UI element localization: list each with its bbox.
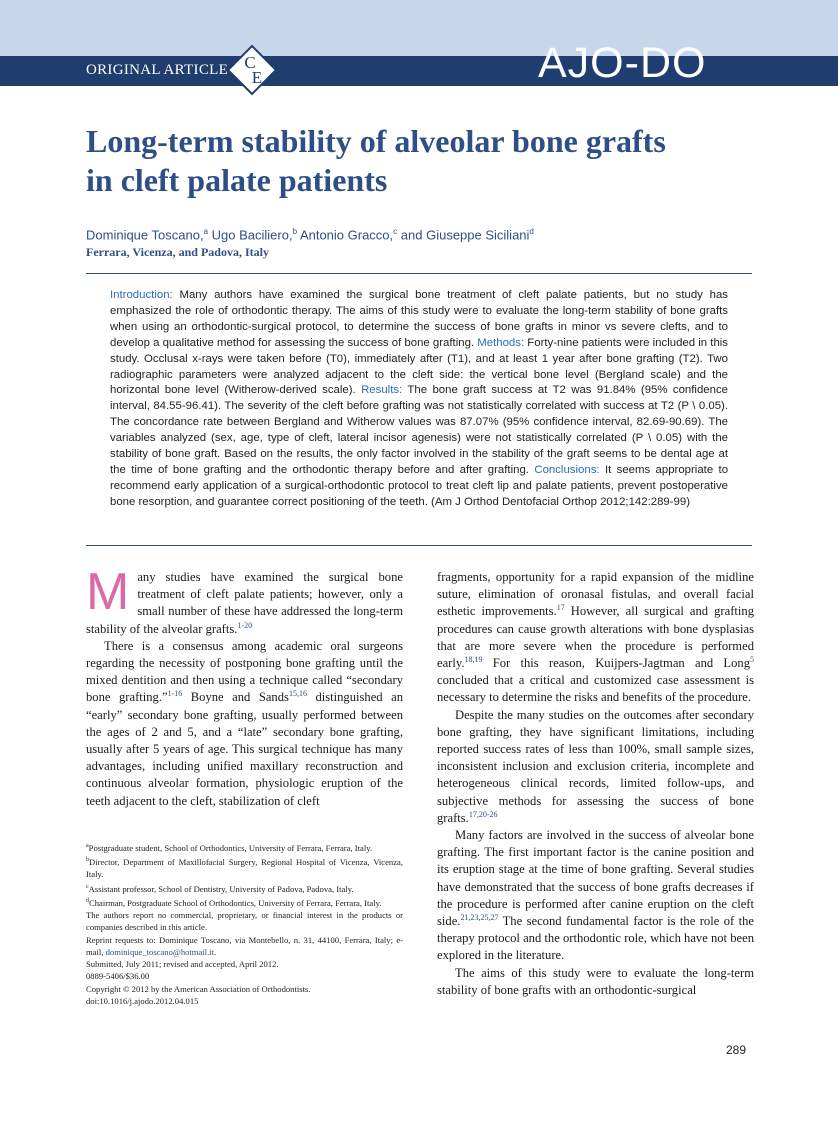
footnote-text: Postgraduate student, School of Orthodontics, University of Ferrara, Ferrara, Italy. (88, 842, 373, 853)
paragraph-text: For this reason, Kuijpers-Jagtman and Long (482, 656, 750, 671)
email-link[interactable]: dominique_toscano@hotmail.it (105, 946, 214, 957)
citation-ref[interactable]: 5 (750, 654, 754, 664)
journal-logo: AJO-DO (538, 39, 707, 87)
article-type-label: ORIGINAL ARTICLE (86, 62, 229, 78)
body-paragraph (437, 965, 754, 999)
author-name: Ugo Baciliero, (211, 227, 293, 243)
abstract-introduction-heading: Introduction: (110, 289, 173, 301)
reprint-text: Reprint requests to: Dominique Toscano, via Montebello, n. 31, 44100, Ferrara, Italy; e-mail, (86, 934, 403, 957)
body-left-column (86, 563, 403, 810)
ce-letter-e: E (251, 68, 263, 87)
abstract-results-text: The bone graft success at T2 was 91.84% (95% confidence interval, 84.55-96.41). The severity of the cleft before grafting was not statistically correlated with success at T2 (P \ 0.05). The concordance rate between Bergland and Witherow values was 87.07% (95% confidence interval, 82.69-90.69). The variables analyzed (sex, age, type of cleft, lateral incisor agenesis) were not statistically correlated (P \ 0.05) with the stability of bone graft. Based on the results, the only factor involved in the stability of the graft seems to be dental age at the time of bone grafting and the orthodontic therapy before and after grafting. (110, 384, 728, 476)
paragraph-text: Many factors are involved in the success of alveolar bone grafting. The first important factor is the canine position and its eruption stage at the time of bone grafting. Several studies have demonstrated that the success of bone grafts decreases if the procedure is performed after canine eruption on the cleft side. (437, 828, 754, 929)
submission-note: Submitted, July 2011; revised and accepted, April 2012. (86, 959, 279, 970)
author-name: Dominique Toscano, (86, 227, 204, 243)
abstract-conclusions-heading: Conclusions: (534, 463, 600, 476)
disclosure-note: The authors report no commercial, proprietary, or financial interest in the products or companies described in this article. (86, 909, 403, 933)
ce-letter-c: C (244, 53, 256, 72)
title-line-2: in cleft palate patients (86, 162, 388, 198)
article-title (86, 122, 746, 200)
title-line-1: Long-term stability of alveolar bone grafts (86, 123, 666, 159)
citation-ref[interactable]: 18,19 (464, 654, 483, 664)
paragraph-text: fragments, opportunity for a rapid expansion of the midline suture, elimination of oronasal fistulas, and overall facial esthetic improvements. (437, 570, 754, 619)
author-affiliation-mark: c (393, 227, 398, 236)
abstract-methods-text: Forty-nine patients were included in this study. Occlusal x-rays were taken before (T0), immediately after (T1), and at least 1 year after bone grafting (T2). Two radiographic parameters were analyzed adjacent to the cleft side: the vertical bone level (Bergland scale) and the horizontal bone level (Witherow-derived scale). (110, 336, 729, 397)
body-paragraph (86, 563, 403, 638)
citation-ref[interactable]: 1-20 (237, 620, 253, 630)
divider-bottom (86, 545, 752, 546)
paragraph-text: The aims of this study were to evaluate the long-term stability of bone grafts with an orthodontic-surgical (437, 965, 754, 997)
abstract-conclusions-text: It seems appropriate to recommend early application of a surgical-orthodontic protocol to treat cleft lip and palate patients, prevent postoperative bone resorption, and guarantee correct positioning of the teeth. (Am J Orthod Dentofacial Orthop 2012;142:289-99) (110, 463, 729, 508)
citation-ref[interactable]: 15,16 (288, 689, 307, 699)
author-location: Ferrara, Vicenza, and Padova, Italy (86, 245, 269, 259)
body-right-column (437, 569, 754, 999)
author-list (86, 227, 534, 242)
reprint-note: Reprint requests to: Dominique Toscano, via Montebello, n. 31, 44100, Ferrara, Italy; e-mail, dominique_toscano@hotmail.it. (86, 934, 403, 957)
paragraph-text: Boyne and Sands (182, 690, 289, 705)
drop-cap: M (86, 563, 130, 621)
footnote-text: Assistant professor, School of Dentistry, University of Padova, Padova, Italy. (88, 883, 354, 894)
citation-ref[interactable]: 17 (556, 603, 565, 613)
body-paragraph (437, 707, 754, 827)
paragraph-text: However, all surgical and grafting procedures can cause growth alterations with bone dysplasias that are more severe when the procedure is performed early. (437, 604, 755, 671)
paragraph-text: any studies have examined the surgical bone treatment of cleft palate patients; however, only a small number of these have addressed the long-term stability of the alveolar grafts. (86, 570, 403, 636)
paragraph-text: concluded that a critical and customized case assessment is necessary to determine the risks and benefits of the procedure. (437, 673, 754, 705)
abstract-introduction-text: Many authors have examined the surgical bone treatment of cleft palate patients, but no study has emphasized the role of orthodontic therapy. The aims of this study were to evaluate the long-term stability of bone grafts when using an orthodontic-surgical protocol, to determine the success of bone grafts in minor vs severe clefts, and to develop a qualitative method for assessing the success of bone grafting. (110, 289, 728, 349)
doi-note: doi:10.1016/j.ajodo.2012.04.015 (86, 996, 199, 1006)
divider-top (86, 273, 752, 274)
citation-ref[interactable]: 21,23,25,27 (460, 912, 499, 922)
abstract-results-heading: Results: (361, 384, 403, 397)
body-paragraph-continued (437, 569, 754, 707)
footnote: $^c$Assistant professor, School of Dentistry, University of Padova, Padova, Italy. (86, 883, 354, 894)
header-top-band (0, 0, 838, 56)
author-name: Antonio Gracco, (299, 227, 394, 243)
author-name: and Giuseppe Siciliani (400, 227, 530, 243)
abstract-methods-heading: Methods: (477, 336, 525, 349)
footnote: $^a$Postgraduate student, School of Orthodontics, University of Ferrara, Ferrara, Italy. (86, 842, 373, 853)
copyright-note: Copyright © 2012 by the American Association of Orthodontists. (86, 983, 311, 994)
paragraph-text: Despite the many studies on the outcomes after secondary bone grafting, they have significant limitations, including reported success rates of less than 100%, small sample sizes, inconsistent inclusion and exclusion criteria, incomplete and heterogeneous clinical records, limited follow-ups, and subjective methods for assessing the success of bone grafts. (437, 707, 754, 825)
footnote-text: Director, Department of Maxillofacial Surgery, Regional Hospital of Vicenza, Vicenza, Italy. (86, 857, 403, 880)
page-number: 289 (726, 1043, 747, 1057)
issn-note: 0889-5406/$36.00 (86, 971, 150, 982)
paragraph-text: There is a consensus among academic oral surgeons regarding the necessity of postponing bone grafting until the mixed dentition and then using a technique called “secondary bone grafting.” (86, 638, 403, 705)
author-affiliation-mark: d (529, 227, 534, 236)
citation-ref[interactable]: 1-16 (167, 689, 183, 699)
body-paragraph (86, 638, 403, 810)
paragraph-text: The second fundamental factor is the role of the therapy protocol and the orthodontic role, which have not been explored in the literature. (437, 914, 754, 963)
ce-credit-badge-icon (226, 44, 278, 96)
abstract (110, 288, 728, 511)
footnote-text: Chairman, Postgraduate School of Orthodontics, University of Ferrara, Ferrara, Italy. (89, 897, 382, 908)
paragraph-text: distinguished an “early” secondary bone grafting, usually performed between the ages of 2 and 5, and a “late” secondary bone grafting, usually after 5 years of age. This surgical technique has many advantages, including unified maxillary reconstruction and continuous alveolar formation, physiologic eruption of the teeth adjacent to the cleft, stabilization of cleft (86, 690, 403, 808)
author-affiliation-mark: a (203, 227, 209, 236)
footnote: $^d$Chairman, Postgraduate School of Orthodontics, University of Ferrara, Ferrara, Italy. (86, 897, 382, 908)
citation-ref[interactable]: 17,20-26 (468, 809, 498, 819)
author-affiliation-mark: b (292, 227, 298, 236)
footnote: $^b$Director, Department of Maxillofacial Surgery, Regional Hospital of Vicenza, Vicenza, Italy. (86, 857, 403, 880)
body-paragraph (437, 827, 754, 965)
footnotes (86, 840, 403, 1007)
